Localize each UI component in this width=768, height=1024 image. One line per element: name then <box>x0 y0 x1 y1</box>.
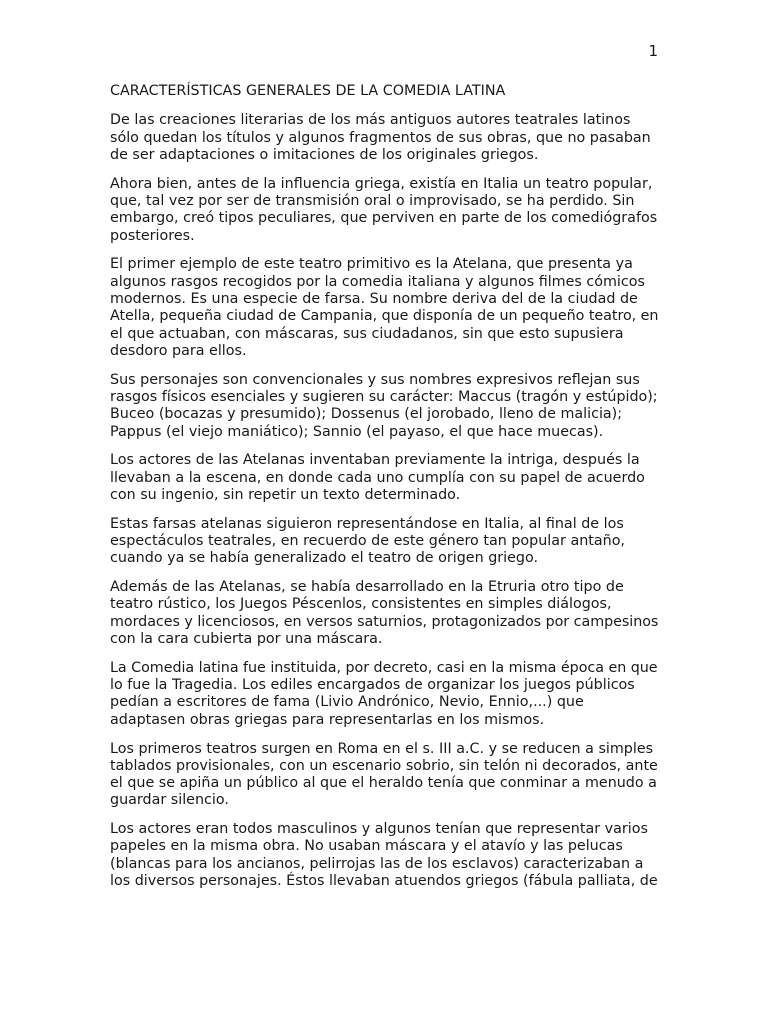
paragraph <box>110 660 658 729</box>
text-line: guardar silencio. <box>110 792 229 809</box>
text-line: llevaban a la escena, en donde cada uno cumplía con su papel de acuerdo <box>110 469 645 486</box>
text-line: que, tal vez por ser de transmisión oral o improvisado, se ha perdido. Sin <box>110 192 635 209</box>
paragraph <box>110 112 658 164</box>
text-line: con la cara cubierta por una máscara. <box>110 631 383 648</box>
paragraph <box>110 741 658 810</box>
page-number: 1 <box>648 42 658 60</box>
text-line: De las creaciones literarias de los más antiguos autores teatrales latinos <box>110 112 631 129</box>
paragraph <box>110 256 658 360</box>
text-line: desdoro para ellos. <box>110 342 247 359</box>
text-line: posteriores. <box>110 227 195 244</box>
text-line: el que se apiña un público al que el heraldo tenía que conminar a menudo a <box>110 775 657 792</box>
paragraph <box>110 452 658 504</box>
paragraph <box>110 176 658 245</box>
text-line: adaptasen obras griegas para representarlas en los mismos. <box>110 711 545 728</box>
text-line: Los primeros teatros surgen en Roma en el s. III a.C. y se reducen a simples <box>110 740 654 757</box>
text-line: algunos rasgos recogidos por la comedia italiana y algunos filmes cómicos <box>110 273 645 290</box>
text-line: modernos. Es una especie de farsa. Su nombre deriva del de la ciudad de <box>110 290 638 307</box>
text-line: lo fue la Tragedia. Los ediles encargados de organizar los juegos públicos <box>110 677 635 694</box>
text-line: El primer ejemplo de este teatro primitivo es la Atelana, que presenta ya <box>110 256 633 273</box>
text-line: Atella, pequeña ciudad de Campania, que disponía de un pequeño teatro, en <box>110 308 659 325</box>
document-title: CARACTERÍSTICAS GENERALES DE LA COMEDIA LATINA <box>110 83 506 99</box>
text-line: embargo, creó tipos peculiares, que perviven en parte de los comediógrafos <box>110 210 658 227</box>
text-line: sólo quedan los títulos y algunos fragmentos de sus obras, que no pasaban <box>110 129 651 146</box>
text-line: Pappus (el viejo maniático); Sannio (el payaso, el que hace muecas). <box>110 423 604 440</box>
paragraph <box>110 516 658 568</box>
text-line: La Comedia latina fue instituida, por decreto, casi en la misma época en que <box>110 659 658 676</box>
text-line: de ser adaptaciones o imitaciones de los originales griegos. <box>110 146 539 163</box>
text-line: espectáculos teatrales, en recuerdo de este género tan popular antaño, <box>110 533 625 550</box>
text-line: el que actuaban, con máscaras, sus ciudadanos, sin que esto supusiera <box>110 325 624 342</box>
text-line: pedían a escritores de fama (Livio Andrónico, Nevio, Ennio,...) que <box>110 694 584 711</box>
text-line: Los actores de las Atelanas inventaban previamente la intriga, después la <box>110 452 640 469</box>
text-line: los diversos personajes. Éstos llevaban atuendos griegos (fábula palliata, de <box>110 873 658 890</box>
text-line: Los actores eran todos masculinos y algunos tenían que representar varios <box>110 821 648 838</box>
paragraph <box>110 821 658 890</box>
paragraph <box>110 579 658 648</box>
text-line: Además de las Atelanas, se había desarrollado en la Etruria otro tipo de <box>110 579 624 596</box>
text-line: Estas farsas atelanas siguieron representándose en Italia, al final de los <box>110 515 624 532</box>
text-line: mordaces y licenciosos, en versos saturnios, protagonizados por campesinos <box>110 613 659 630</box>
text-line: con su ingenio, sin repetir un texto determinado. <box>110 486 461 503</box>
text-line: Buceo (bocazas y presumido); Dossenus (el jorobado, lleno de malicia); <box>110 406 623 423</box>
text-line: tablados provisionales, con un escenario sobrio, sin telón ni decorados, ante <box>110 757 658 774</box>
paragraph <box>110 372 658 441</box>
text-line: (blancas para los ancianos, pelirrojas las de los esclavos) caracterizaban a <box>110 855 644 872</box>
text-line: Ahora bien, antes de la influencia griega, existía en Italia un teatro popular, <box>110 175 653 192</box>
paragraph-list <box>110 112 658 890</box>
text-line: Sus personajes son convencionales y sus nombres expresivos reflejan sus <box>110 371 640 388</box>
text-line: rasgos físicos esenciales y sugieren su carácter: Maccus (tragón y estúpido); <box>110 388 658 405</box>
text-line: cuando ya se había generalizado el teatro de origen griego. <box>110 550 539 567</box>
document-body <box>110 83 658 902</box>
text-line: teatro rústico, los Juegos Péscenlos, consistentes en simples diálogos, <box>110 596 612 613</box>
text-line: papeles en la misma obra. No usaban máscara y el atavío y las pelucas <box>110 838 623 855</box>
